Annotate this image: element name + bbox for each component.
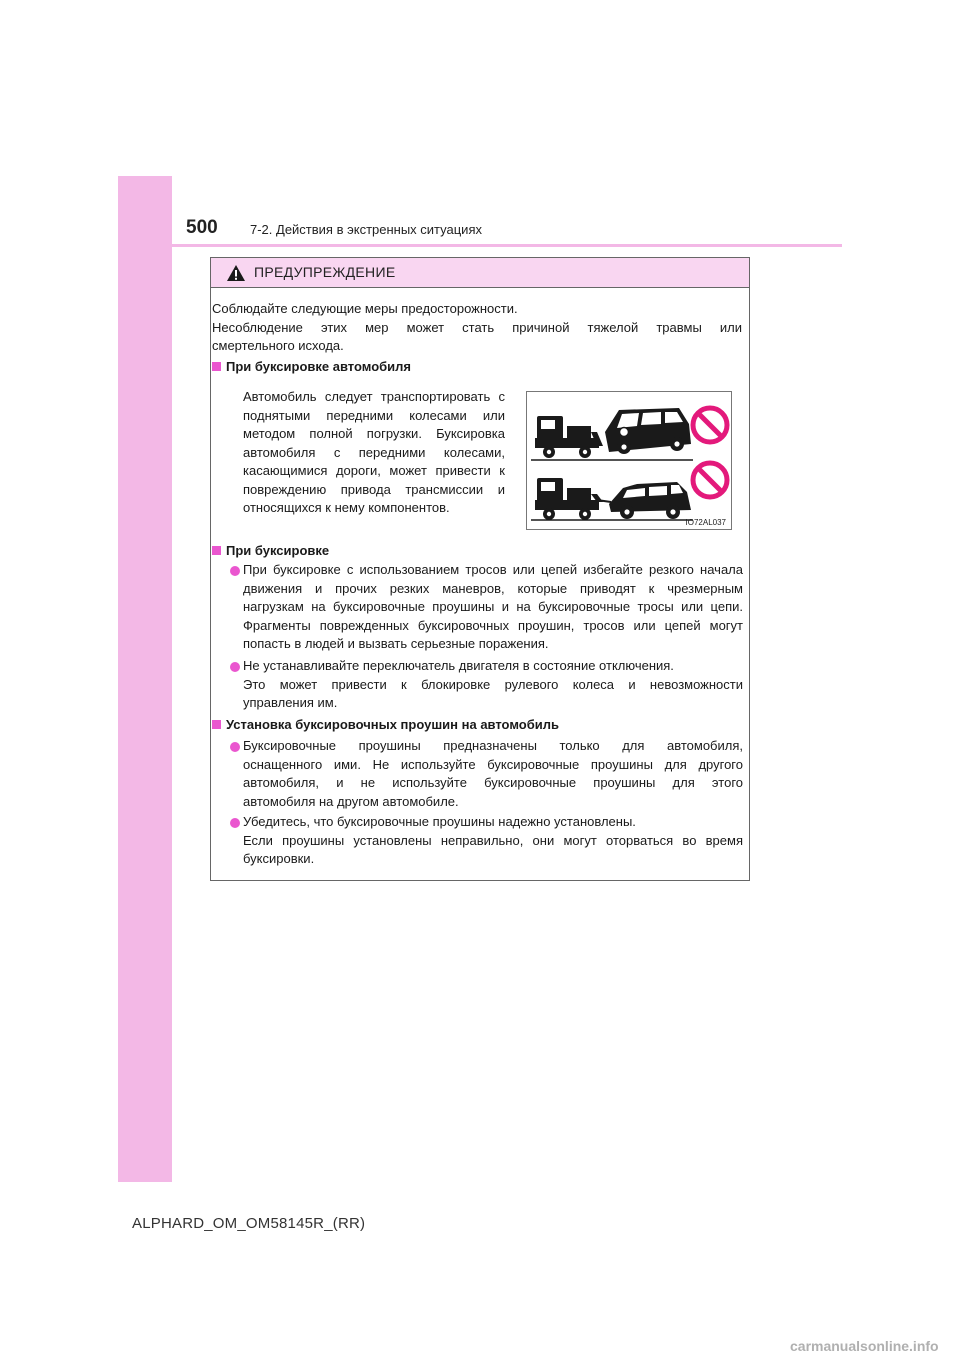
figure-code: IO72AL037 (685, 518, 726, 527)
text-line: Это может привести к блокировке рулевого колеса и невозможности (243, 676, 743, 692)
text-line: попасть в людей и вызвать серьезные поражения. (243, 636, 549, 651)
warning-intro (211, 300, 742, 356)
text-line: поднятыми передними колесами или (243, 407, 505, 423)
bullet-text (243, 737, 743, 811)
bullet-text (243, 657, 743, 713)
section-heading-tow-eyelets (212, 717, 559, 732)
section-heading-towing (212, 543, 329, 558)
text-line: буксировки. (243, 851, 315, 866)
intro-line: смертельного исхода. (212, 338, 344, 353)
square-bullet-icon (212, 720, 221, 729)
text-line: Не устанавливайте переключатель двигателя в состояние отключения. (243, 658, 674, 673)
towing-illustration (526, 391, 732, 530)
round-bullet-icon (230, 566, 240, 576)
text-line: Убедитесь, что буксировочные проушины надежно установлены. (243, 814, 636, 829)
towing-vehicle-text (243, 388, 505, 518)
text-line: методом полной погрузки. Буксировка (243, 426, 505, 441)
text-line: При буксировке с использованием тросов или цепей избегайте резкого начала (243, 562, 743, 577)
warning-box (210, 257, 750, 881)
heading-text: Установка буксировочных проушин на автомобиль (226, 717, 559, 732)
towed-van-bottom (609, 482, 691, 519)
header-rule (172, 244, 842, 247)
square-bullet-icon (212, 362, 221, 371)
text-line: управления им. (243, 695, 338, 710)
text-line: относящихся к нему компонентов. (243, 500, 450, 515)
text-line: оснащенного ими. Не используйте буксировочные проушины для другого (243, 756, 743, 772)
bullet-text (243, 813, 743, 869)
square-bullet-icon (212, 546, 221, 555)
round-bullet-icon (230, 742, 240, 752)
warning-triangle-icon (226, 264, 246, 282)
page-number: 500 (186, 217, 218, 238)
towing-illustration-graphic (527, 392, 731, 529)
text-line: движения и прочих резких маневров, которые приводят к чрезмерным (243, 580, 743, 596)
warning-title: ПРЕДУПРЕЖДЕНИЕ (254, 264, 396, 280)
warning-header (211, 258, 749, 288)
prohibition-icon (693, 463, 727, 497)
text-line: касающимися дороги, может привести к (243, 463, 505, 478)
text-line: Фрагменты поврежденных буксировочных проушин, тросов или цепей могут (243, 617, 743, 633)
prohibition-icon (693, 408, 727, 442)
side-band (118, 176, 172, 1182)
tow-truck-bottom (535, 478, 603, 520)
text-line: автомобиля, и не используйте буксировочные проушины для этого (243, 775, 743, 790)
intro-line: Соблюдайте следующие меры предосторожности. (212, 301, 518, 316)
round-bullet-icon (230, 662, 240, 672)
text-line: автомобиля на другом автомобиле. (243, 793, 459, 809)
bullet-text (243, 561, 743, 654)
intro-line: Несоблюдение этих мер может стать причиной тяжелой травмы или (212, 319, 742, 335)
watermark: carmanualsonline.info (790, 1338, 939, 1354)
text-line: автомобиля с передними колесами, (243, 444, 505, 460)
tow-truck-top (535, 416, 603, 458)
text-line: повреждению привода трансмиссии и (243, 481, 505, 497)
section-title: 7-2. Действия в экстренных ситуациях (250, 222, 482, 237)
text-line: Если проушины установлены неправильно, они могут оторваться во время (243, 832, 743, 848)
text-line: Буксировочные проушины предназначены только для автомобиля, (243, 738, 743, 753)
section-heading-towing-vehicle (212, 359, 411, 374)
round-bullet-icon (230, 818, 240, 828)
heading-text: При буксировке автомобиля (226, 359, 412, 374)
document-code: ALPHARD_OM_OM58145R_(RR) (132, 1215, 366, 1232)
text-line: Автомобиль следует транспортировать с (243, 389, 505, 404)
towed-van-top (605, 408, 691, 454)
text-line: нагрузкам на буксировочные проушины и на буксировочные тросы или цепи. (243, 599, 743, 614)
heading-text: При буксировке (226, 543, 330, 558)
